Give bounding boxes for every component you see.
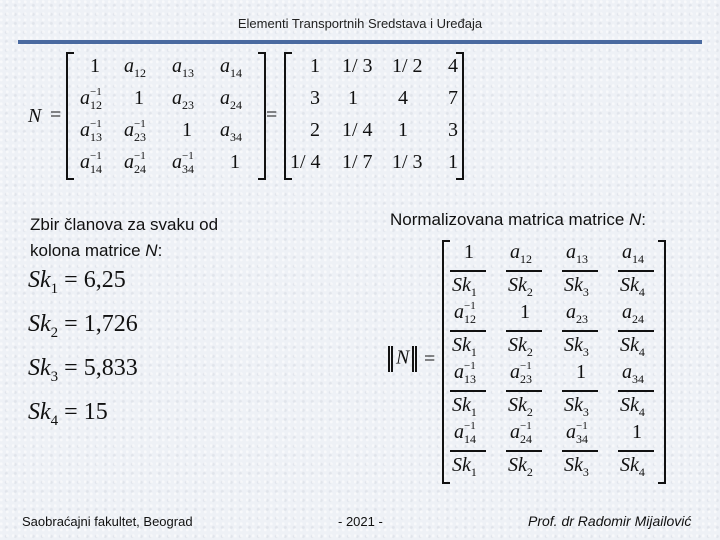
sym-matrix-cell: $a_{12}$ <box>124 55 146 80</box>
norm-denominator: $Sk_2$ <box>508 454 533 479</box>
fraction-bar <box>450 450 486 452</box>
num-matrix-cell: 4 <box>398 87 408 109</box>
caption-colon: : <box>641 210 647 229</box>
fraction-bar <box>506 390 542 392</box>
norm-denominator: $Sk_3$ <box>564 274 589 299</box>
num-matrix-cell: 1/ 2 <box>392 55 423 77</box>
bracket-cap <box>258 178 266 180</box>
sum-label: Sk <box>28 267 51 293</box>
fraction-bar <box>618 450 654 452</box>
sum-equals: = <box>58 399 84 425</box>
num-matrix-cell: 3 <box>310 87 320 109</box>
caption-var: N <box>145 241 158 260</box>
norm-numerator: $a_{24}$ <box>622 301 644 326</box>
num-matrix-cell: 1/ 4 <box>342 119 373 141</box>
fraction-bar <box>562 330 598 332</box>
sum-equals: = <box>58 311 84 337</box>
sum-label: Sk <box>28 355 51 381</box>
num-matrix-cell: 4 <box>448 55 458 77</box>
norm-denominator: $Sk_1$ <box>452 394 477 419</box>
header-divider <box>18 40 702 44</box>
equals-sign-1: = <box>50 104 62 126</box>
num-matrix-cell: 1/ 3 <box>392 151 423 173</box>
footer-center: - 2021 - <box>338 514 383 529</box>
fraction-bar <box>506 450 542 452</box>
footer-left: Saobraćajni fakultet, Beograd <box>22 514 193 529</box>
fraction-bar <box>562 390 598 392</box>
caption-text: Normalizovana matrica matrice <box>390 210 630 229</box>
equals-sign-3: = <box>424 348 436 370</box>
norm-numerator: $a_{14}$ <box>622 241 644 266</box>
num-matrix-cell: 2 <box>310 119 320 141</box>
fraction-bar <box>562 270 598 272</box>
num-matrix-cell: 1/ 7 <box>342 151 373 173</box>
sym-matrix-cell: 1 <box>230 151 240 173</box>
column-sum-item <box>28 267 126 297</box>
normalized-caption <box>390 207 646 233</box>
bracket-cap <box>66 178 74 180</box>
fraction-bar <box>506 270 542 272</box>
sym-matrix-cell: $a_{23}^{-1}$ <box>124 118 146 144</box>
caption-line-1: Zbir članova za svaku od <box>30 215 219 234</box>
norm-numerator: $a_{34}^{-1}$ <box>566 420 588 446</box>
right-bracket <box>462 52 464 180</box>
sym-matrix-cell: 1 <box>90 55 100 77</box>
norm-numerator: $a_{13}^{-1}$ <box>454 360 476 386</box>
sym-matrix-cell: $a_{24}^{-1}$ <box>124 150 146 176</box>
bracket-cap <box>258 52 266 54</box>
sym-matrix-cell: $a_{12}^{-1}$ <box>80 86 102 112</box>
norm-numerator: $a_{23}^{-1}$ <box>510 360 532 386</box>
sum-value: 1,726 <box>83 311 138 337</box>
sum-label: Sk <box>28 311 51 337</box>
footer-right: Prof. dr Radomir Mijailović <box>528 513 692 529</box>
left-bracket <box>66 52 68 180</box>
norm-numerator: $a_{12}^{-1}$ <box>454 300 476 326</box>
norm-numerator: 1 <box>576 361 586 383</box>
sym-matrix-cell: $a_{13}^{-1}$ <box>80 118 102 144</box>
norm-denominator: $Sk_2$ <box>508 394 533 419</box>
bracket-cap <box>284 178 292 180</box>
sym-matrix-cell: $a_{23}$ <box>172 87 194 112</box>
norm-numerator: $a_{14}^{-1}$ <box>454 420 476 446</box>
column-sum-item <box>28 311 138 341</box>
norm-var: N <box>396 346 410 369</box>
matrix-label-n: N <box>28 105 42 127</box>
sym-matrix-cell: $a_{14}$ <box>220 55 242 80</box>
fraction-bar <box>450 390 486 392</box>
sum-subscript: 2 <box>50 325 59 341</box>
sum-equals: = <box>58 267 84 293</box>
num-matrix-cell: 1/ 4 <box>290 151 321 173</box>
sum-value: 15 <box>83 399 108 425</box>
fraction-bar <box>450 330 486 332</box>
fraction-bar <box>618 270 654 272</box>
bracket-cap <box>284 52 292 54</box>
sym-matrix-cell: $a_{14}^{-1}$ <box>80 150 102 176</box>
num-matrix-cell: 7 <box>448 87 458 109</box>
num-matrix-cell: 3 <box>448 119 458 141</box>
fraction-bar <box>506 330 542 332</box>
norm-denominator: $Sk_3$ <box>564 394 589 419</box>
norm-numerator: $a_{23}$ <box>566 301 588 326</box>
column-sum-caption <box>30 212 218 264</box>
bracket-cap <box>456 178 464 180</box>
fraction-bar <box>618 330 654 332</box>
num-matrix-cell: 1 <box>448 151 458 173</box>
caption-text: kolona matrice <box>30 241 146 260</box>
norm-denominator: $Sk_2$ <box>508 274 533 299</box>
sym-matrix-cell: $a_{34}^{-1}$ <box>172 150 194 176</box>
norm-numerator: 1 <box>464 241 474 263</box>
norm-numerator: $a_{12}$ <box>510 241 532 266</box>
sym-matrix-cell: 1 <box>134 87 144 109</box>
sym-matrix-cell: $a_{13}$ <box>172 55 194 80</box>
sym-matrix-cell: $a_{24}$ <box>220 87 242 112</box>
fraction-bar <box>618 390 654 392</box>
fraction-bar <box>450 270 486 272</box>
caption-colon: : <box>157 241 163 260</box>
column-sum-item <box>28 355 138 385</box>
right-bracket <box>664 240 666 484</box>
norm-numerator: $a_{34}$ <box>622 361 644 386</box>
page-header-title: Elementi Transportnih Sredstava i Uređaja <box>237 16 483 31</box>
norm-denominator: $Sk_1$ <box>452 454 477 479</box>
norm-numerator: 1 <box>520 301 530 323</box>
caption-line-2 <box>30 238 218 264</box>
bracket-cap <box>442 482 450 484</box>
norm-bar <box>391 346 393 372</box>
norm-bar <box>415 346 417 372</box>
norm-numerator: $a_{24}^{-1}$ <box>510 420 532 446</box>
norm-denominator: $Sk_4$ <box>620 274 645 299</box>
norm-denominator: $Sk_4$ <box>620 394 645 419</box>
bracket-cap <box>658 240 666 242</box>
caption-var: N <box>629 210 642 229</box>
norm-denominator: $Sk_1$ <box>452 334 477 359</box>
column-sum-item <box>28 399 108 429</box>
norm-bar <box>388 346 390 372</box>
norm-denominator: $Sk_1$ <box>452 274 477 299</box>
norm-denominator: $Sk_2$ <box>508 334 533 359</box>
norm-numerator: $a_{13}$ <box>566 241 588 266</box>
norm-denominator: $Sk_3$ <box>564 454 589 479</box>
fraction-bar <box>562 450 598 452</box>
column-sums-list <box>28 268 228 428</box>
bracket-cap <box>442 240 450 242</box>
sum-equals: = <box>58 355 84 381</box>
equals-sign-2: = <box>266 104 278 126</box>
norm-denominator: $Sk_4$ <box>620 454 645 479</box>
bracket-cap <box>66 52 74 54</box>
norm-bar <box>412 346 414 372</box>
normalized-matrix <box>442 240 666 484</box>
sum-value: 5,833 <box>83 355 138 381</box>
sum-subscript: 1 <box>50 281 59 297</box>
norm-denominator: $Sk_3$ <box>564 334 589 359</box>
num-matrix-cell: 1 <box>348 87 358 109</box>
norm-symbol <box>388 346 417 372</box>
sum-subscript: 3 <box>50 369 59 385</box>
left-bracket <box>284 52 286 180</box>
sum-label: Sk <box>28 399 51 425</box>
sum-value: 6,25 <box>83 267 126 293</box>
bracket-cap <box>658 482 666 484</box>
sym-matrix-cell: $a_{34}$ <box>220 119 242 144</box>
numeric-matrix <box>284 52 464 180</box>
norm-numerator: 1 <box>632 421 642 443</box>
num-matrix-cell: 1 <box>398 119 408 141</box>
num-matrix-cell: 1/ 3 <box>342 55 373 77</box>
norm-denominator: $Sk_4$ <box>620 334 645 359</box>
num-matrix-cell: 1 <box>310 55 320 77</box>
sym-matrix-cell: 1 <box>182 119 192 141</box>
left-bracket <box>442 240 444 484</box>
symbolic-matrix <box>66 52 266 180</box>
sum-subscript: 4 <box>50 413 59 429</box>
bracket-cap <box>456 52 464 54</box>
